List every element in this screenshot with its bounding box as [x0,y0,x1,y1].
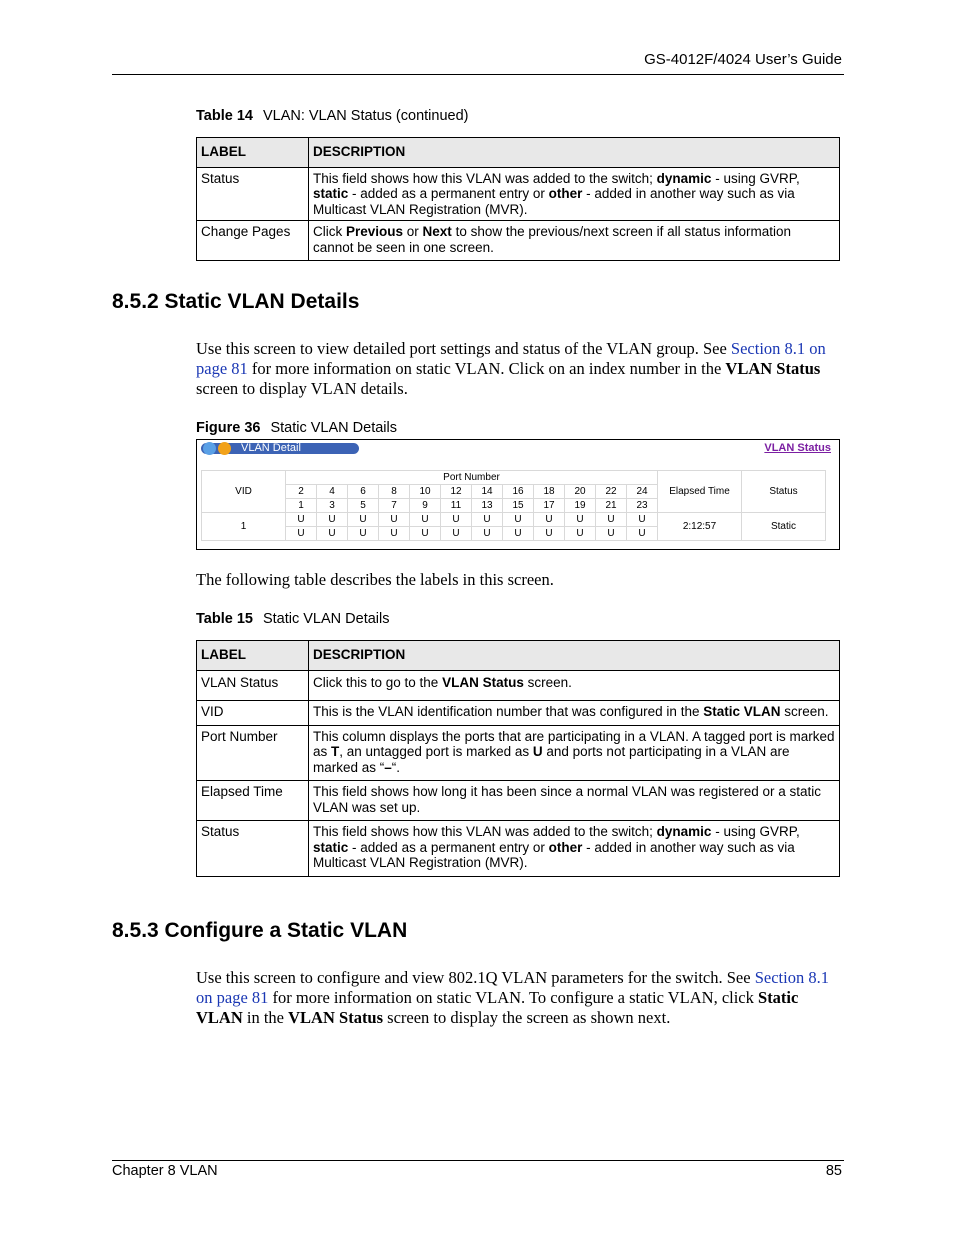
port-status: U [627,527,657,540]
port-label: 6 [348,485,378,498]
table-15-caption [196,611,389,627]
port-status: U [534,513,564,526]
running-header: GS-4012F/4024 User’s Guide [644,51,842,68]
port-label: 13 [472,499,502,512]
port-label: 20 [565,485,595,498]
vlan-row [202,513,825,526]
caption-number: Table 15 [196,611,253,627]
port-status: U [441,527,471,540]
table-14 [196,137,840,261]
column-header-port-number: Port Number [286,471,657,484]
footer-divider [112,1160,844,1161]
row-label: Status [197,821,309,877]
caption-number: Table 14 [196,108,253,124]
row-description: Click Previous or Next to show the previous/next screen if all status information cannot be seen in one screen. [309,221,840,261]
row-label: VID [197,701,309,726]
port-label: 22 [596,485,626,498]
port-status: U [317,527,347,540]
column-header-elapsed-time: Elapsed Time [658,471,741,512]
table-row [197,725,840,781]
port-label: 5 [348,499,378,512]
port-label: 15 [503,499,533,512]
port-label: 18 [534,485,564,498]
header-divider [112,74,844,75]
table-row [197,781,840,821]
row-label: Port Number [197,725,309,781]
table-14-caption [196,108,468,124]
row-description: This is the VLAN identification number that was configured in the Static VLAN screen. [309,701,840,726]
figure-36-caption [196,420,397,436]
port-status: U [348,527,378,540]
port-label: 8 [379,485,409,498]
port-status: U [441,513,471,526]
column-header-vid: VID [202,471,285,512]
port-label: 3 [317,499,347,512]
tab-bullet-icon [218,442,231,455]
table-row [197,221,840,261]
port-status: U [317,513,347,526]
port-status: U [410,527,440,540]
caption-text: Static VLAN Details [262,611,390,627]
elapsed-time-value: 2:12:57 [658,513,741,540]
port-label: 21 [596,499,626,512]
port-label: 7 [379,499,409,512]
vid-index-link[interactable]: 1 [202,513,285,540]
column-header-description: DESCRIPTION [309,138,840,168]
table-row [197,701,840,726]
section-paragraph: Use this screen to configure and view 802.1Q VLAN parameters for the switch. See Section 8.1 on page 81 for more information on static VLAN. To configure a static VLAN, click Static VLAN in the VLAN Status screen to display the screen as shown next. [196,968,829,1027]
row-label: Change Pages [197,221,309,261]
port-status: U [534,527,564,540]
row-description: Click this to go to the VLAN Status screen. [309,670,840,701]
port-status: U [286,527,316,540]
caption-number: Figure 36 [196,420,261,436]
section-link[interactable]: Section 8.1 on page 81 [196,968,829,1007]
vlan-status-link[interactable]: VLAN Status [764,442,831,454]
port-status: U [348,513,378,526]
page-number: 85 [825,1163,842,1179]
port-status: U [286,513,316,526]
caption-text: VLAN: VLAN Status (continued) [262,108,469,124]
column-header-label: LABEL [197,138,309,168]
row-label: Status [197,167,309,221]
row-description: This field shows how this VLAN was added to the switch; dynamic - using GVRP, static - added as a permanent entry or other - added in another way such as via Multicast VLAN Registration (MVR). [309,821,840,877]
table-header-row [197,641,840,671]
table-row [197,670,840,701]
port-status: U [503,527,533,540]
tab-label: VLAN Detail [241,442,301,454]
table-row [197,167,840,221]
intro-paragraph: The following table describes the labels in this screen. [196,570,554,589]
port-label: 17 [534,499,564,512]
port-status: U [565,527,595,540]
column-header-label: LABEL [197,641,309,671]
port-status: U [379,513,409,526]
port-status: U [410,513,440,526]
vlan-detail-table [201,470,826,541]
port-status: U [565,513,595,526]
tab-bullet-icon [203,442,216,455]
port-label: 16 [503,485,533,498]
port-label: 19 [565,499,595,512]
row-label: VLAN Status [197,670,309,701]
port-label: 4 [317,485,347,498]
footer-chapter: Chapter 8 VLAN [112,1163,218,1179]
port-label: 12 [441,485,471,498]
status-value: Static [742,513,825,540]
port-label: 9 [410,499,440,512]
section-paragraph: Use this screen to view detailed port settings and status of the VLAN group. See Section 8.1 on page 81 for more information on static VLAN. Click on an index number in the VLAN Status screen to display VLAN details. [196,339,826,398]
static-vlan-details-screenshot [196,439,840,550]
row-description: This column displays the ports that are participating in a VLAN. A tagged port is marked as T, an untagged port is marked as U and ports not participating in a VLAN are marked as “–“. [309,725,840,781]
section-heading: 8.5.2 Static VLAN Details [112,290,360,313]
port-label: 1 [286,499,316,512]
port-status: U [472,527,502,540]
section-heading: 8.5.3 Configure a Static VLAN [112,919,408,942]
port-label: 24 [627,485,657,498]
row-label: Elapsed Time [197,781,309,821]
port-label: 2 [286,485,316,498]
port-status: U [627,513,657,526]
vlan-detail-tab [201,443,359,454]
port-status: U [379,527,409,540]
column-header-status: Status [742,471,825,512]
table-header-row [197,138,840,168]
port-label: 10 [410,485,440,498]
section-link[interactable]: Section 8.1 on page 81 [196,339,826,378]
column-header-description: DESCRIPTION [309,641,840,671]
port-label: 11 [441,499,471,512]
port-status: U [472,513,502,526]
row-description: This field shows how this VLAN was added to the switch; dynamic - using GVRP, static - added as a permanent entry or other - added in another way such as via Multicast VLAN Registration (MVR). [309,167,840,221]
table-15 [196,640,840,877]
port-status: U [596,527,626,540]
port-status: U [596,513,626,526]
table-row [197,821,840,877]
row-description: This field shows how long it has been since a normal VLAN was registered or a static VLAN was set up. [309,781,840,821]
caption-text: Static VLAN Details [270,420,397,436]
port-label: 14 [472,485,502,498]
port-status: U [503,513,533,526]
port-label: 23 [627,499,657,512]
